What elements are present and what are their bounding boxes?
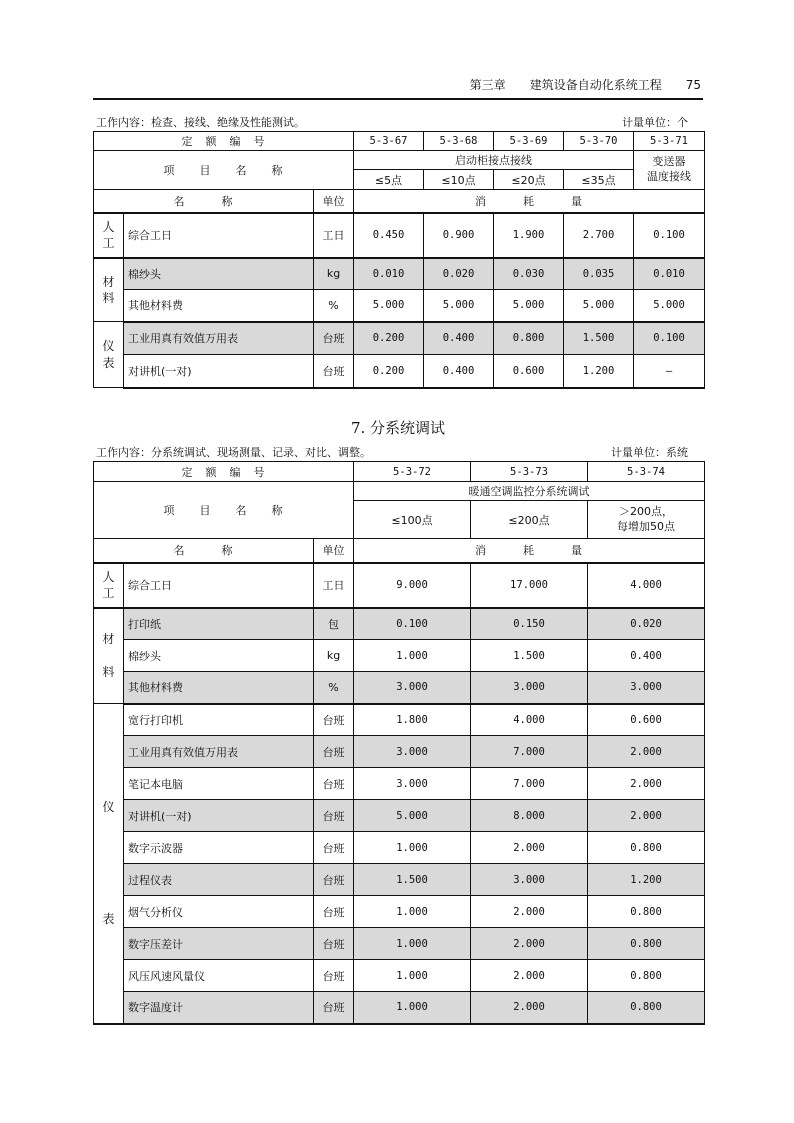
table1-unit: 计量单位：个 bbox=[622, 116, 688, 129]
sub-label: ≤5点 bbox=[354, 170, 424, 190]
row-name: 其他材料费 bbox=[124, 290, 314, 322]
table-row bbox=[94, 992, 705, 1024]
sub-label: ≤35点 bbox=[564, 170, 634, 190]
code-header: 定 额 编 号 bbox=[94, 132, 354, 151]
row-value: 3.000 bbox=[354, 672, 471, 704]
row-unit: 台班 bbox=[314, 832, 354, 864]
group-label: 暖通空调监控分系统调试 bbox=[354, 482, 705, 501]
row-value: 5.000 bbox=[354, 800, 471, 832]
table-row bbox=[94, 864, 705, 896]
row-value: 0.200 bbox=[354, 322, 424, 355]
chapter-title: 建筑设备自动化系统工程 bbox=[529, 78, 662, 92]
row-unit: kg bbox=[314, 640, 354, 672]
row-name: 其他材料费 bbox=[124, 672, 314, 704]
item-header: 项 目 名 称 bbox=[94, 151, 354, 190]
row-value: 1.000 bbox=[354, 832, 471, 864]
row-value: 0.400 bbox=[424, 322, 494, 355]
unit-header: 单位 bbox=[314, 190, 354, 213]
table1-work-content: 工作内容：检查、接线、绝缘及性能测试。 bbox=[96, 116, 305, 129]
table2-meta bbox=[96, 444, 702, 460]
row-value: 0.030 bbox=[494, 258, 564, 290]
row-name: 对讲机(一对) bbox=[124, 800, 314, 832]
table-row bbox=[94, 928, 705, 960]
row-value: 4.000 bbox=[471, 704, 588, 736]
row-value: 0.035 bbox=[564, 258, 634, 290]
row-value: 8.000 bbox=[471, 800, 588, 832]
row-value: 0.020 bbox=[588, 608, 705, 640]
table-row bbox=[94, 322, 705, 355]
consumption-header: 消 耗 量 bbox=[354, 539, 705, 563]
row-value: 2.000 bbox=[588, 768, 705, 800]
row-value: 1.200 bbox=[588, 864, 705, 896]
page-header bbox=[93, 74, 703, 100]
row-name: 棉纱头 bbox=[124, 640, 314, 672]
code-cell: 5-3-72 bbox=[354, 462, 471, 482]
row-value: 1.800 bbox=[354, 704, 471, 736]
row-value: 1.500 bbox=[564, 322, 634, 355]
table-row bbox=[94, 672, 705, 704]
table-row bbox=[94, 213, 705, 258]
running-header bbox=[470, 76, 701, 93]
row-value: 2.000 bbox=[471, 928, 588, 960]
quota-table-1 bbox=[93, 131, 705, 389]
row-name: 棉纱头 bbox=[124, 258, 314, 290]
row-unit: 台班 bbox=[314, 704, 354, 736]
row-value: 0.900 bbox=[424, 213, 494, 258]
row-value: — bbox=[634, 355, 705, 388]
row-unit: 包 bbox=[314, 608, 354, 640]
row-value: 5.000 bbox=[424, 290, 494, 322]
group-label: 启动柜接点接线 bbox=[354, 151, 634, 170]
row-value: 0.010 bbox=[354, 258, 424, 290]
category-material: 材 料 bbox=[94, 258, 124, 322]
row-value: 2.000 bbox=[471, 960, 588, 992]
row-value: 0.010 bbox=[634, 258, 705, 290]
row-value: 2.700 bbox=[564, 213, 634, 258]
row-name: 数字示波器 bbox=[124, 832, 314, 864]
row-value: 7.000 bbox=[471, 768, 588, 800]
row-value: 17.000 bbox=[471, 563, 588, 608]
category-material: 材 料 bbox=[94, 608, 124, 704]
header-rule bbox=[93, 98, 703, 100]
code-cell: 5-3-73 bbox=[471, 462, 588, 482]
sub-label: ≤10点 bbox=[424, 170, 494, 190]
row-value: 0.450 bbox=[354, 213, 424, 258]
section-title: 7. 分系统调试 bbox=[350, 419, 446, 437]
sub-label: ＞200点， 每增加50点 bbox=[588, 501, 705, 539]
row-value: 0.150 bbox=[471, 608, 588, 640]
row-unit: 台班 bbox=[314, 322, 354, 355]
row-value: 0.800 bbox=[588, 960, 705, 992]
category-instrument: 仪 表 bbox=[94, 322, 124, 388]
row-name: 工业用真有效值万用表 bbox=[124, 736, 314, 768]
row-unit: 台班 bbox=[314, 768, 354, 800]
code-cell: 5-3-74 bbox=[588, 462, 705, 482]
table-row bbox=[94, 355, 705, 388]
row-value: 2.000 bbox=[471, 832, 588, 864]
item-header: 项 目 名 称 bbox=[94, 482, 354, 539]
row-value: 3.000 bbox=[354, 736, 471, 768]
row-name: 对讲机(一对) bbox=[124, 355, 314, 388]
item-row bbox=[94, 482, 705, 501]
row-value: 3.000 bbox=[471, 864, 588, 896]
table-row bbox=[94, 800, 705, 832]
code-cell: 5-3-71 bbox=[634, 132, 705, 151]
table2-unit: 计量单位：系统 bbox=[611, 446, 688, 459]
row-name: 综合工日 bbox=[124, 213, 314, 258]
row-name: 风压风速风量仪 bbox=[124, 960, 314, 992]
code-cell: 5-3-69 bbox=[494, 132, 564, 151]
row-name: 综合工日 bbox=[124, 563, 314, 608]
row-value: 0.200 bbox=[354, 355, 424, 388]
row-value: 1.500 bbox=[354, 864, 471, 896]
row-value: 1.900 bbox=[494, 213, 564, 258]
row-value: 0.600 bbox=[588, 704, 705, 736]
code-cell: 5-3-68 bbox=[424, 132, 494, 151]
row-value: 3.000 bbox=[354, 768, 471, 800]
table-row bbox=[94, 768, 705, 800]
row-value: 0.020 bbox=[424, 258, 494, 290]
row-value: 0.400 bbox=[424, 355, 494, 388]
sub-label: ≤200点 bbox=[471, 501, 588, 539]
unit-header: 单位 bbox=[314, 539, 354, 563]
row-value: 4.000 bbox=[588, 563, 705, 608]
row-unit: 台班 bbox=[314, 355, 354, 388]
row-name: 数字温度计 bbox=[124, 992, 314, 1024]
table-row bbox=[94, 832, 705, 864]
code-cell: 5-3-67 bbox=[354, 132, 424, 151]
row-value: 2.000 bbox=[471, 992, 588, 1024]
row-unit: 工日 bbox=[314, 563, 354, 608]
table2-work-content: 工作内容：分系统调试、现场测量、记录、对比、调整。 bbox=[96, 446, 371, 459]
code-row bbox=[94, 462, 705, 482]
row-value: 1.000 bbox=[354, 992, 471, 1024]
row-unit: kg bbox=[314, 258, 354, 290]
row-value: 0.800 bbox=[494, 322, 564, 355]
sub-label: ≤100点 bbox=[354, 501, 471, 539]
name-header: 名 称 bbox=[94, 539, 314, 563]
row-value: 3.000 bbox=[588, 672, 705, 704]
table-row bbox=[94, 736, 705, 768]
table-row bbox=[94, 290, 705, 322]
page-number: 75 bbox=[685, 78, 701, 92]
table-row bbox=[94, 960, 705, 992]
row-value: 5.000 bbox=[634, 290, 705, 322]
row-unit: 台班 bbox=[314, 960, 354, 992]
row-name: 烟气分析仪 bbox=[124, 896, 314, 928]
row-value: 9.000 bbox=[354, 563, 471, 608]
row-name: 过程仪表 bbox=[124, 864, 314, 896]
row-value: 1.000 bbox=[354, 640, 471, 672]
column-header-row bbox=[94, 190, 705, 213]
row-unit: 台班 bbox=[314, 928, 354, 960]
row-value: 1.000 bbox=[354, 896, 471, 928]
code-header: 定 额 编 号 bbox=[94, 462, 354, 482]
row-unit: 工日 bbox=[314, 213, 354, 258]
row-value: 2.000 bbox=[588, 800, 705, 832]
code-cell: 5-3-70 bbox=[564, 132, 634, 151]
chapter-label: 第三章 bbox=[469, 78, 506, 92]
row-value: 1.000 bbox=[354, 928, 471, 960]
row-name: 笔记本电脑 bbox=[124, 768, 314, 800]
row-value: 1.200 bbox=[564, 355, 634, 388]
row-value: 2.000 bbox=[588, 736, 705, 768]
sub-label: ≤20点 bbox=[494, 170, 564, 190]
row-unit: 台班 bbox=[314, 896, 354, 928]
category-instrument-char-1: 仪 bbox=[102, 800, 115, 815]
row-name: 工业用真有效值万用表 bbox=[124, 322, 314, 355]
row-value: 7.000 bbox=[471, 736, 588, 768]
table-row bbox=[94, 704, 705, 736]
column-header-row bbox=[94, 539, 705, 563]
row-unit: % bbox=[314, 290, 354, 322]
row-value: 2.000 bbox=[471, 896, 588, 928]
category-instrument-char-2: 表 bbox=[102, 912, 115, 927]
row-value: 0.600 bbox=[494, 355, 564, 388]
table-row bbox=[94, 640, 705, 672]
row-name: 宽行打印机 bbox=[124, 704, 314, 736]
category-labor: 人 工 bbox=[94, 563, 124, 608]
row-value: 0.400 bbox=[588, 640, 705, 672]
row-name: 打印纸 bbox=[124, 608, 314, 640]
row-name: 数字压差计 bbox=[124, 928, 314, 960]
row-value: 3.000 bbox=[471, 672, 588, 704]
row-unit: 台班 bbox=[314, 800, 354, 832]
code-row bbox=[94, 132, 705, 151]
category-instrument bbox=[94, 704, 124, 1024]
row-unit: % bbox=[314, 672, 354, 704]
name-header: 名 称 bbox=[94, 190, 314, 213]
row-value: 5.000 bbox=[354, 290, 424, 322]
row-value: 1.500 bbox=[471, 640, 588, 672]
row-unit: 台班 bbox=[314, 736, 354, 768]
table-row bbox=[94, 608, 705, 640]
row-value: 0.100 bbox=[634, 322, 705, 355]
row-value: 0.800 bbox=[588, 928, 705, 960]
col5-label: 变送器 温度接线 bbox=[634, 151, 705, 190]
table-row bbox=[94, 563, 705, 608]
table-row bbox=[94, 258, 705, 290]
row-value: 0.800 bbox=[588, 992, 705, 1024]
row-value: 0.800 bbox=[588, 832, 705, 864]
row-value: 0.100 bbox=[354, 608, 471, 640]
row-unit: 台班 bbox=[314, 992, 354, 1024]
row-value: 5.000 bbox=[494, 290, 564, 322]
row-value: 0.100 bbox=[634, 213, 705, 258]
item-row bbox=[94, 151, 705, 170]
table-row bbox=[94, 896, 705, 928]
row-value: 1.000 bbox=[354, 960, 471, 992]
row-unit: 台班 bbox=[314, 864, 354, 896]
table1-meta bbox=[96, 114, 702, 130]
category-labor: 人 工 bbox=[94, 213, 124, 258]
row-value: 5.000 bbox=[564, 290, 634, 322]
row-value: 0.800 bbox=[588, 896, 705, 928]
quota-table-2 bbox=[93, 461, 705, 1025]
consumption-header: 消 耗 量 bbox=[354, 190, 705, 213]
